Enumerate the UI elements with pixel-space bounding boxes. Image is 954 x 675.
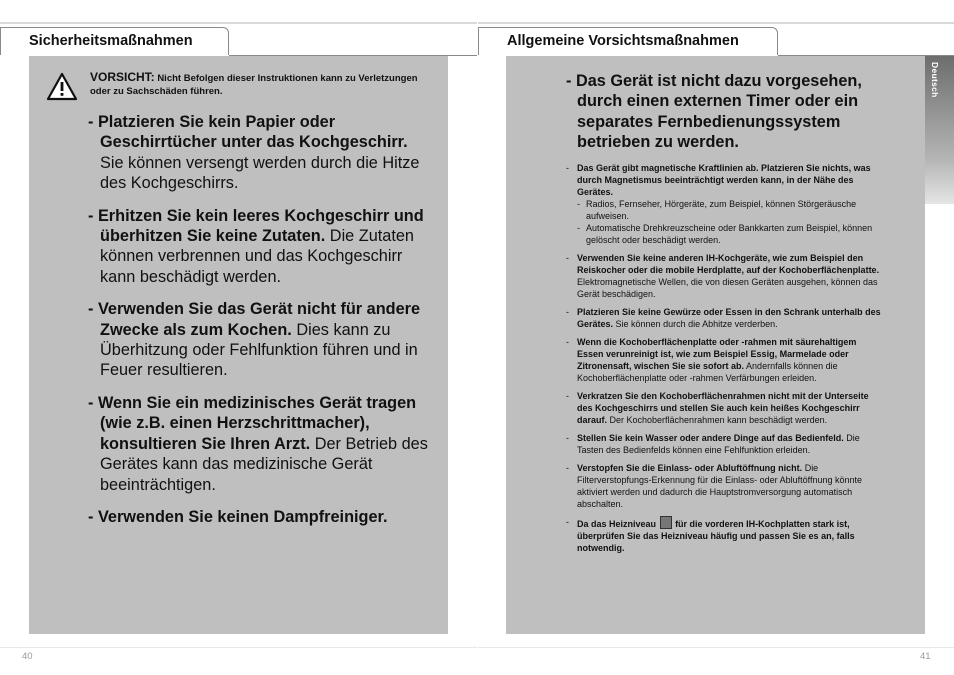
- heat-item-post: für die vorderen IH-Kochplatten stark ist, überprüfen Sie das Heizniveau häufig und passen Sie es an, falls notwendig.: [577, 519, 855, 553]
- bullet-dash: -: [566, 307, 569, 317]
- safety-item-text: Dies kann zu Überhitzung oder Fehlfunktion führen und in Feuer resultieren.: [100, 320, 418, 380]
- precaution-subitem: [577, 198, 882, 222]
- precaution-item: [566, 336, 882, 384]
- warning-head: VORSICHT:: [90, 70, 155, 84]
- precaution-item-text: Elektromagnetische Wellen, die von diesen Geräten ausgehen, können das Gerät beschädigen.: [577, 277, 878, 299]
- precaution-item: [566, 390, 882, 426]
- safety-item: [88, 393, 428, 495]
- precaution-list: [566, 162, 882, 560]
- precaution-item-bold: Verwenden Sie keine anderen IH-Kochgeräte, wie zum Beispiel den Reiskocher oder die mobile Herdplatte, auf der Kochoberflächenplatte.: [577, 253, 880, 275]
- section-title-right: Allgemeine Vorsichtsmaßnahmen: [507, 33, 739, 49]
- safety-item: [88, 507, 428, 527]
- precaution-item-bold: Platzieren Sie keine Gewürze oder Essen in den Schrank unterhalb des Gerätes.: [577, 307, 881, 329]
- page-number-right: 41: [920, 651, 931, 662]
- language-side-tab: [925, 56, 954, 204]
- top-rule-left: [0, 22, 477, 24]
- precaution-item: [566, 252, 882, 300]
- precaution-item-text: Der Kochoberflächenrahmen kann beschädigt werden.: [607, 415, 828, 425]
- section-title-left: Sicherheitsmaßnahmen: [29, 33, 193, 49]
- precaution-item-bold: Stellen Sie kein Wasser oder andere Dinge auf das Bedienfeld.: [577, 433, 844, 443]
- bullet-dash: -: [566, 337, 569, 347]
- precaution-item: [566, 306, 882, 330]
- precaution-item: [566, 462, 882, 510]
- safety-item: [88, 206, 428, 288]
- precaution-item: [566, 432, 882, 456]
- safety-list: [88, 112, 428, 539]
- precaution-item-text: Die Filterverstopfungs-Erkennung für die Einlass- oder Abluftöffnung könnte aktiviert werden und dadurch die Hauptstromversorgung automatisch abschalten.: [577, 463, 863, 509]
- warning-triangle-icon: [46, 72, 78, 101]
- precaution-item-bold: Verkratzen Sie den Kochoberflächenrahmen nicht mit der Unterseite des Kochgeschirrs und stellen Sie auch kein heißes Kochgeschirr darauf.: [577, 391, 869, 425]
- bottom-rule-right: [478, 647, 954, 648]
- precaution-subitem: [577, 222, 882, 246]
- safety-item-text: Sie können versengt werden durch die Hitze des Kochgeschirrs.: [100, 153, 420, 193]
- bullet-dash: -: [566, 253, 569, 263]
- language-label: Deutsch: [930, 62, 940, 98]
- safety-item-text: Die Zutaten können verbrennen und das Kochgeschirr kann beschädigt werden.: [100, 227, 414, 286]
- heat-item-pre: Da das Heizniveau: [577, 519, 657, 529]
- safety-item-bold: - Erhitzen Sie kein leeres Kochgeschirr und überhitzen Sie keine Zutaten.: [88, 206, 424, 246]
- precaution-item-bold: Wenn die Kochoberflächenplatte oder -rahmen mit säurehaltigem Essen verunreinigt ist, wie zum Beispiel Essig, Marmelade oder Zitronensaft, wischen Sie sie sofort ab.: [577, 337, 857, 371]
- precaution-item-text: Andernfalls können die Kochoberflächenplatte oder -rahmen Verfärbungen erleiden.: [577, 361, 838, 383]
- right-headline: - Das Gerät ist nicht dazu vorgesehen, durch einen externen Timer oder ein separates Fernbedienungssystem betrieben zu werden.: [566, 72, 862, 152]
- bullet-dash: -: [566, 433, 569, 443]
- section-tab-right: [478, 27, 778, 55]
- bullet-dash: -: [566, 391, 569, 401]
- precaution-item: [566, 162, 882, 246]
- safety-item-bold: - Verwenden Sie das Gerät nicht für andere Zwecke als zum Kochen.: [88, 300, 421, 339]
- precaution-item-text: Die Tasten des Bedienfelds können eine Fehlfunktion erleiden.: [577, 433, 860, 455]
- precaution-item-text: Sie können durch die Abhitze verderben.: [613, 319, 778, 329]
- bullet-dash: -: [577, 223, 580, 233]
- safety-item: [88, 299, 428, 381]
- page-number-left: 40: [22, 651, 33, 662]
- precaution-item-bold: Das Gerät gibt magnetische Kraftlinien ab. Platzieren Sie nichts, was durch Magnetismus beeinträchtigt werden kann, in der Nähe des Gerätes.: [577, 163, 871, 197]
- top-rule-right: [478, 22, 954, 24]
- bullet-dash: -: [566, 517, 569, 527]
- safety-item-bold: - Wenn Sie ein medizinisches Gerät tragen (wie z.B. einen Herzschrittmacher), konsultieren Sie Ihren Arzt.: [88, 393, 417, 453]
- bottom-rule-left: [0, 647, 477, 648]
- safety-item-bold: - Verwenden Sie keinen Dampfreiniger.: [88, 507, 388, 526]
- precaution-item: [566, 516, 882, 554]
- safety-item-bold: - Platzieren Sie kein Papier oder Geschirrtücher unter das Kochgeschirr.: [88, 113, 408, 152]
- safety-item-text: Der Betrieb des Gerätes kann das medizinische Gerät beeinträchtigen.: [100, 434, 428, 494]
- section-tab-left: [0, 27, 229, 55]
- bullet-dash: -: [566, 463, 569, 473]
- bullet-dash: -: [577, 199, 580, 209]
- warning-text: [90, 71, 420, 98]
- bullet-dash: -: [566, 163, 569, 173]
- heat-level-icon: [660, 516, 672, 529]
- precaution-item-bold: Verstopfen Sie die Einlass- oder Abluftöffnung nicht.: [577, 463, 803, 473]
- warning-body: Nicht Befolgen dieser Instruktionen kann zu Verletzungen oder zu Sachschäden führen.: [90, 73, 418, 97]
- precaution-subitem-text: Radios, Fernseher, Hörgeräte, zum Beispiel, können Störgeräusche aufweisen.: [586, 199, 857, 221]
- precaution-subitem-text: Automatische Drehkreuzscheine oder Bankkarten zum Beispiel, können gelöscht oder beschädigt werden.: [586, 223, 873, 245]
- safety-item: [88, 112, 428, 194]
